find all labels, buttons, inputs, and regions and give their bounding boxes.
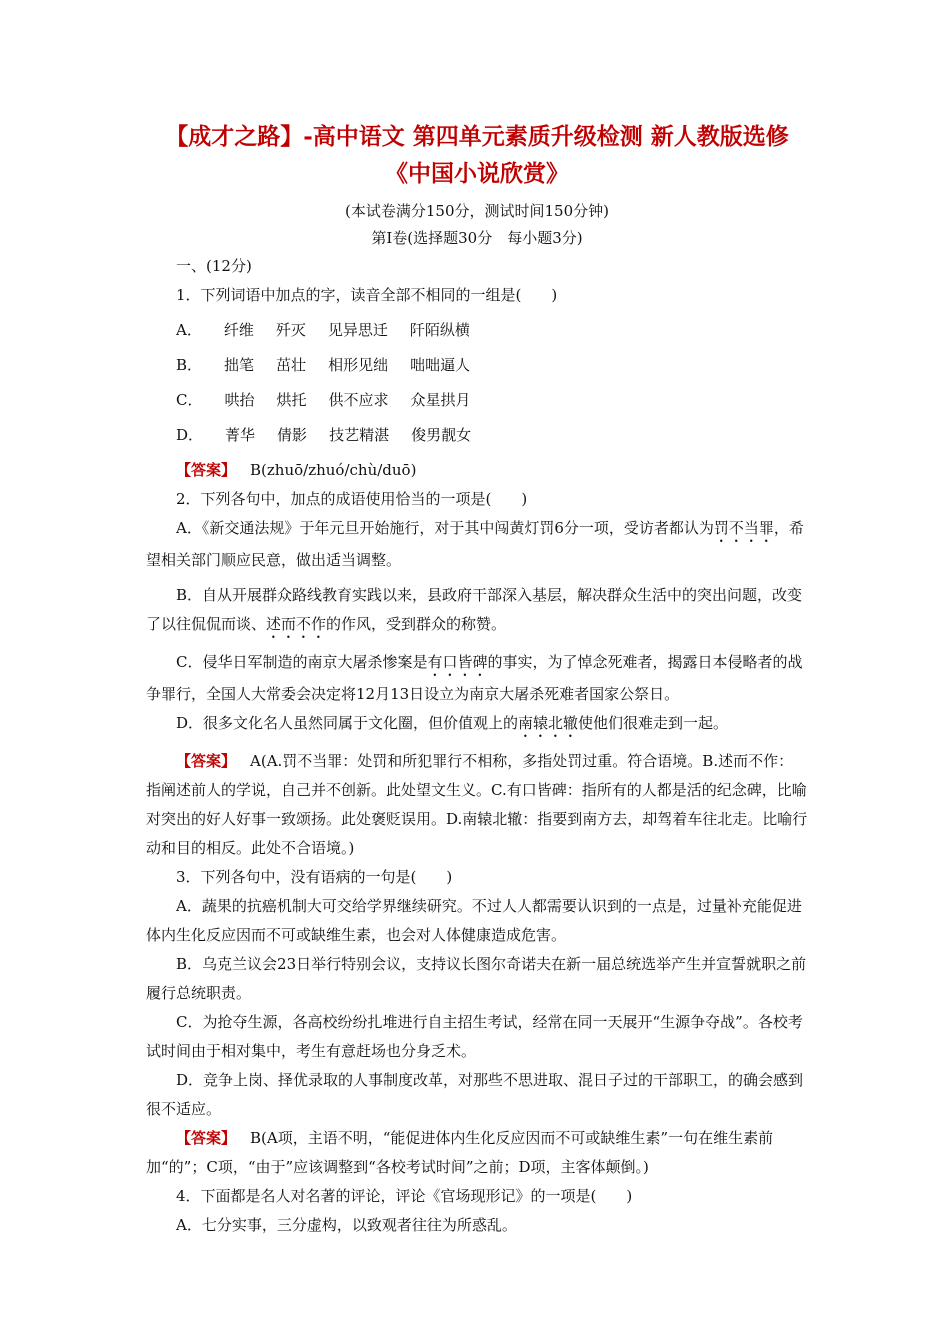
question-4-option-a: A．七分实事，三分虚构，以致观者往往为所惑乱。	[176, 1216, 517, 1234]
option-text: ，希望相关部门顺应民意，做出适当调整。	[146, 519, 804, 569]
dotted-idiom: 南辕北辙	[518, 714, 579, 732]
option-word: 茁壮	[276, 356, 307, 374]
option-text: B．自从开展群众路线教育实践以来，县政府干部深入基层，解决群众生活中的突出问题，改变了以往侃侃而谈、	[146, 586, 803, 633]
answer-text: B(A项，主语不明，“能促进体内生化反应因而不可或缺维生素”一句在维生素前加“的”；C项，“由于”应该调整到“各校考试时间”之前；D项，主客体颠倒。)	[146, 1129, 774, 1176]
answer-label: 【答案】	[176, 752, 237, 770]
question-1-option-c	[176, 386, 808, 415]
answer-label: 【答案】	[176, 461, 237, 479]
question-3-option-c: C．为抢夺生源，各高校纷纷扎堆进行自主招生考试，经常在同一天展开“生源争夺战”。各校考试时间由于相对集中，考生有意赶场也分身乏术。	[146, 1013, 803, 1060]
option-text: 的作风，受到群众的称赞。	[326, 615, 507, 633]
question-1-option-a	[176, 316, 808, 345]
question-3-option-a: A．蔬果的抗癌机制大可交给学界继续研究。不过人人都需要认识到的一点是，过量补充能促进体内生化反应因而不可或缺维生素，也会对人体健康造成危害。	[146, 897, 802, 944]
option-text: A．《新交通法规》于年元旦开始施行，对于其中闯黄灯罚6分一项，受访者都认为	[176, 519, 714, 537]
document-page	[146, 118, 808, 1240]
answer-label: 【答案】	[176, 1129, 237, 1147]
option-word: 烘托	[276, 391, 307, 409]
question-2-option-b	[146, 581, 808, 642]
question-1-answer	[146, 456, 808, 485]
exam-subtitle: (本试卷满分150分，测试时间150分钟)	[345, 202, 609, 220]
option-word: 倩影	[277, 426, 308, 444]
option-letter: D．	[176, 426, 204, 444]
option-letter: A．	[176, 321, 202, 339]
dotted-idiom: 罚不当罪	[713, 519, 774, 537]
document-title: 【成才之路】-高中语文 第四单元素质升级检测 新人教版选修《中国小说欣赏》	[165, 123, 789, 187]
question-2-answer	[146, 747, 808, 863]
part-heading: 第Ⅰ卷(选择题30分 每小题3分)	[371, 229, 583, 247]
option-text: 使他们很难走到一起。	[578, 714, 729, 732]
question-3-answer	[146, 1124, 808, 1182]
answer-text: B(zhuō/zhuó/chù/duō)	[250, 461, 417, 479]
option-word: 俊男靓女	[411, 426, 472, 444]
question-2-option-d	[146, 709, 808, 741]
question-2-option-c	[146, 648, 808, 709]
question-1-option-d	[176, 421, 808, 450]
question-3-option-d: D．竞争上岗、择优录取的人事制度改革，对那些不思进取、混日子过的干部职工，的确会感到很不适应。	[146, 1071, 804, 1118]
answer-text: A(A.罚不当罪：处罚和所犯罪行不相称，多指处罚过重。符合语境。B.述而不作：指阐述前人的学说，自己并不创新。此处望文生义。C.有口皆碑：指所有的人都是活的纪念碑，比喻对突出的好人好事一致颂扬。此处褒贬误用。D.南辕北辙：指要到南方去，却驾着车往北走。比喻行动和目的相反。此处不合语境。)	[146, 752, 808, 857]
option-word: 咄咄逼人	[410, 356, 471, 374]
question-4-stem: 4．下面都是名人对名著的评论，评论《官场现形记》的一项是( )	[176, 1187, 633, 1205]
option-word: 哄抬	[224, 391, 255, 409]
option-letter: B．	[176, 356, 203, 374]
option-text: C．侵华日军制造的南京大屠杀惨案是	[176, 653, 428, 671]
option-word: 技艺精湛	[329, 426, 390, 444]
dotted-idiom: 有口皆碑	[427, 653, 488, 671]
option-word: 拙笔	[224, 356, 255, 374]
option-word: 相形见绌	[328, 356, 389, 374]
option-word: 歼灭	[275, 321, 306, 339]
question-1-option-b	[176, 351, 808, 380]
option-word: 纤维	[223, 321, 254, 339]
option-text: 的事实，为了悼念死难者，揭露日本侵略者的战争罪行，全国人大常委会决定将12月13日设立为南京大屠杀死难者国家公祭日。	[146, 653, 803, 703]
option-word: 众星拱月	[410, 391, 471, 409]
question-2-stem: 2．下列各句中，加点的成语使用恰当的一项是( )	[176, 490, 528, 508]
option-word: 见异思迁	[327, 321, 388, 339]
question-1-stem: 1．下列词语中加点的字，读音全部不相同的一组是( )	[176, 286, 558, 304]
option-word: 供不应求	[328, 391, 389, 409]
dotted-idiom: 述而不作	[266, 615, 327, 633]
option-text: D．很多文化名人虽然同属于文化圈，但价值观上的	[176, 714, 519, 732]
section-heading: 一、(12分)	[176, 257, 252, 275]
option-word: 菁华	[225, 426, 256, 444]
option-word: 阡陌纵横	[409, 321, 470, 339]
question-3-stem: 3．下列各句中，没有语病的一句是( )	[176, 868, 453, 886]
option-letter: C．	[176, 391, 203, 409]
question-2-option-a	[146, 514, 808, 575]
question-3-option-b: B．乌克兰议会23日举行特别会议，支持议长图尔奇诺夫在新一届总统选举产生并宣誓就职之前履行总统职责。	[146, 955, 807, 1002]
